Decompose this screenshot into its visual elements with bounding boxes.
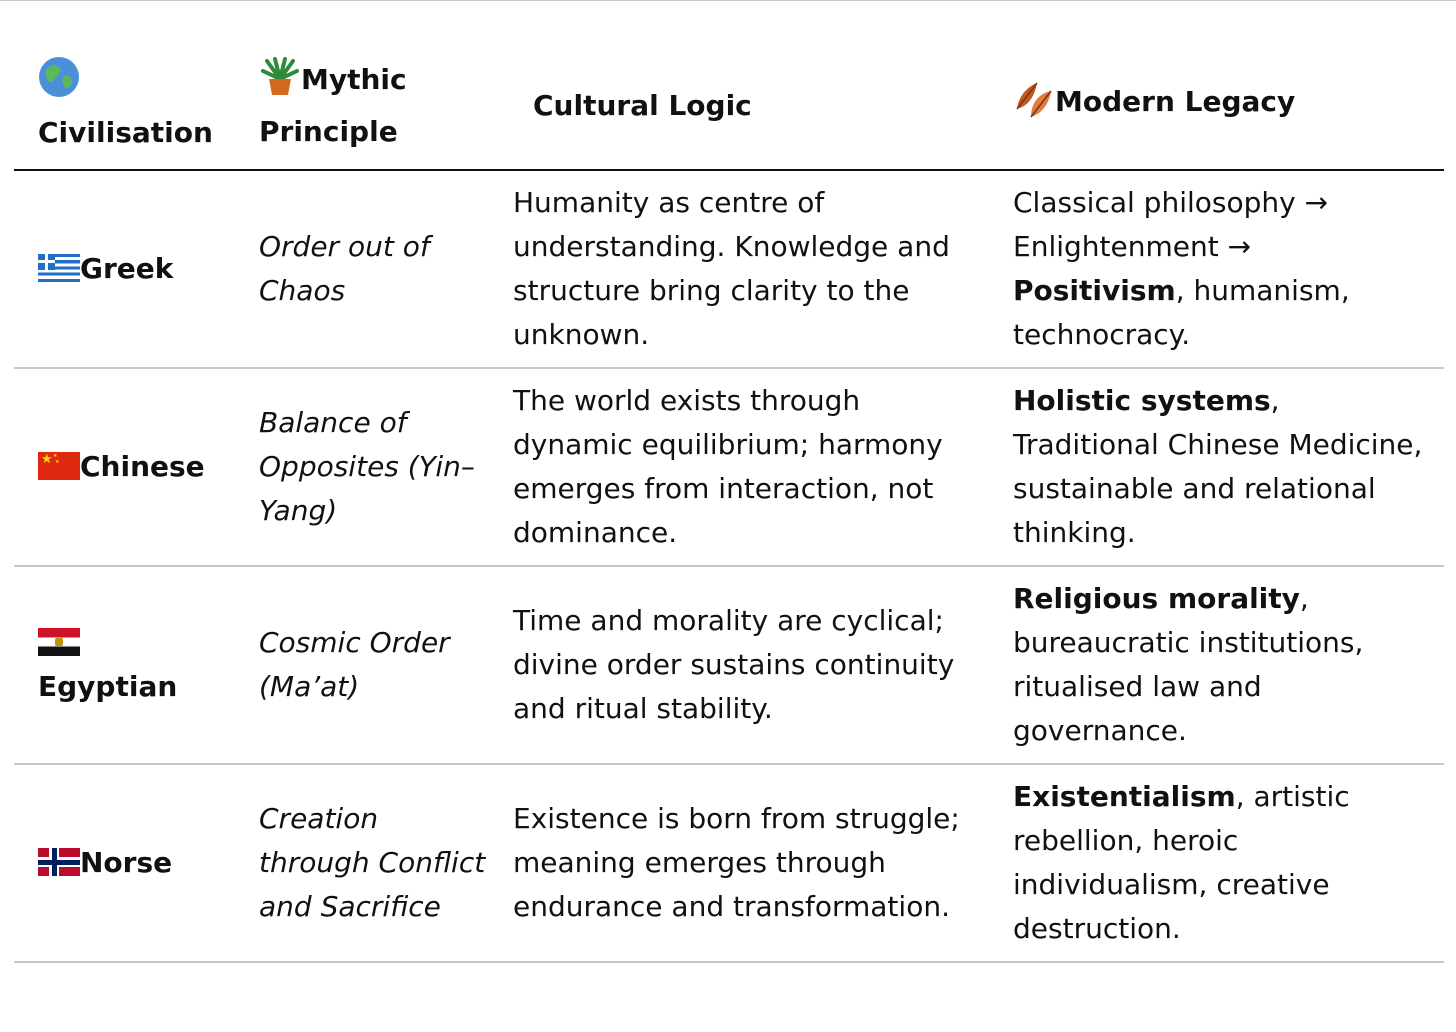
header-civilisation xyxy=(14,48,235,170)
logic-cell: Time and morality are cyclical; divine order sustains continuity and ritual stability. xyxy=(489,566,989,764)
norway-flag-icon xyxy=(38,848,80,876)
principle-cell: Cosmic Order (Ma’at) xyxy=(235,566,489,764)
civilisations-table xyxy=(14,48,1444,963)
civilisation-name: Chinese xyxy=(80,450,205,483)
legacy-text: , Traditional Chinese Medicine, sustainable and relational thinking. xyxy=(1013,384,1423,549)
greece-flag-icon xyxy=(38,254,80,282)
civilisation-cell xyxy=(14,368,235,566)
legacy-cell xyxy=(989,566,1444,764)
civilisation-cell xyxy=(14,566,235,764)
header-principle-label-line2: Principle xyxy=(259,115,398,148)
legacy-text: Classical philosophy → Enlightenment → xyxy=(1013,186,1329,263)
legacy-cell xyxy=(989,368,1444,566)
potted-plant-icon xyxy=(259,57,301,110)
header-principle-label-line1: Mythic xyxy=(301,63,407,96)
civilisation-name: Egyptian xyxy=(38,670,178,703)
legacy-emphasis: Positivism xyxy=(1013,274,1176,307)
legacy-cell xyxy=(989,764,1444,962)
logic-cell: Existence is born from struggle; meaning emerges through endurance and transformation. xyxy=(489,764,989,962)
table-header-row xyxy=(14,48,1444,170)
principle-cell: Creation through Conflict and Sacrifice xyxy=(235,764,489,962)
legacy-text: , artistic rebellion, heroic individualism, creative destruction. xyxy=(1013,780,1350,945)
header-principle xyxy=(235,48,489,170)
civilisation-cell xyxy=(14,764,235,962)
header-logic xyxy=(489,48,989,170)
civilisation-name: Norse xyxy=(80,846,173,879)
header-legacy-label: Modern Legacy xyxy=(1055,85,1296,118)
globe-icon xyxy=(38,56,80,111)
table-row xyxy=(14,368,1444,566)
legacy-emphasis: Existentialism xyxy=(1013,780,1236,813)
header-legacy xyxy=(989,48,1444,170)
logic-cell: The world exists through dynamic equilibrium; harmony emerges from interaction, not dominance. xyxy=(489,368,989,566)
legacy-emphasis: Holistic systems xyxy=(1013,384,1271,417)
principle-cell: Balance of Opposites (Yin–Yang) xyxy=(235,368,489,566)
legacy-text: , humanism, technocracy. xyxy=(1013,274,1350,351)
logic-cell: Humanity as centre of understanding. Knowledge and structure bring clarity to the unknown. xyxy=(489,170,989,368)
fallen-leaves-icon xyxy=(1013,79,1055,132)
legacy-emphasis: Religious morality xyxy=(1013,582,1300,615)
legacy-cell xyxy=(989,170,1444,368)
legacy-text: , bureaucratic institutions, ritualised law and governance. xyxy=(1013,582,1364,747)
top-rule xyxy=(0,0,1456,1)
principle-cell: Order out of Chaos xyxy=(235,170,489,368)
civilisation-cell xyxy=(14,170,235,368)
civilisation-name: Greek xyxy=(80,252,174,285)
header-civilisation-label: Civilisation xyxy=(38,116,213,149)
egypt-flag-icon xyxy=(38,628,80,656)
table-row xyxy=(14,764,1444,962)
table-row xyxy=(14,566,1444,764)
table-row xyxy=(14,170,1444,368)
header-logic-label: Cultural Logic xyxy=(533,88,752,122)
china-flag-icon: ★ ★ ★ xyxy=(38,452,80,480)
